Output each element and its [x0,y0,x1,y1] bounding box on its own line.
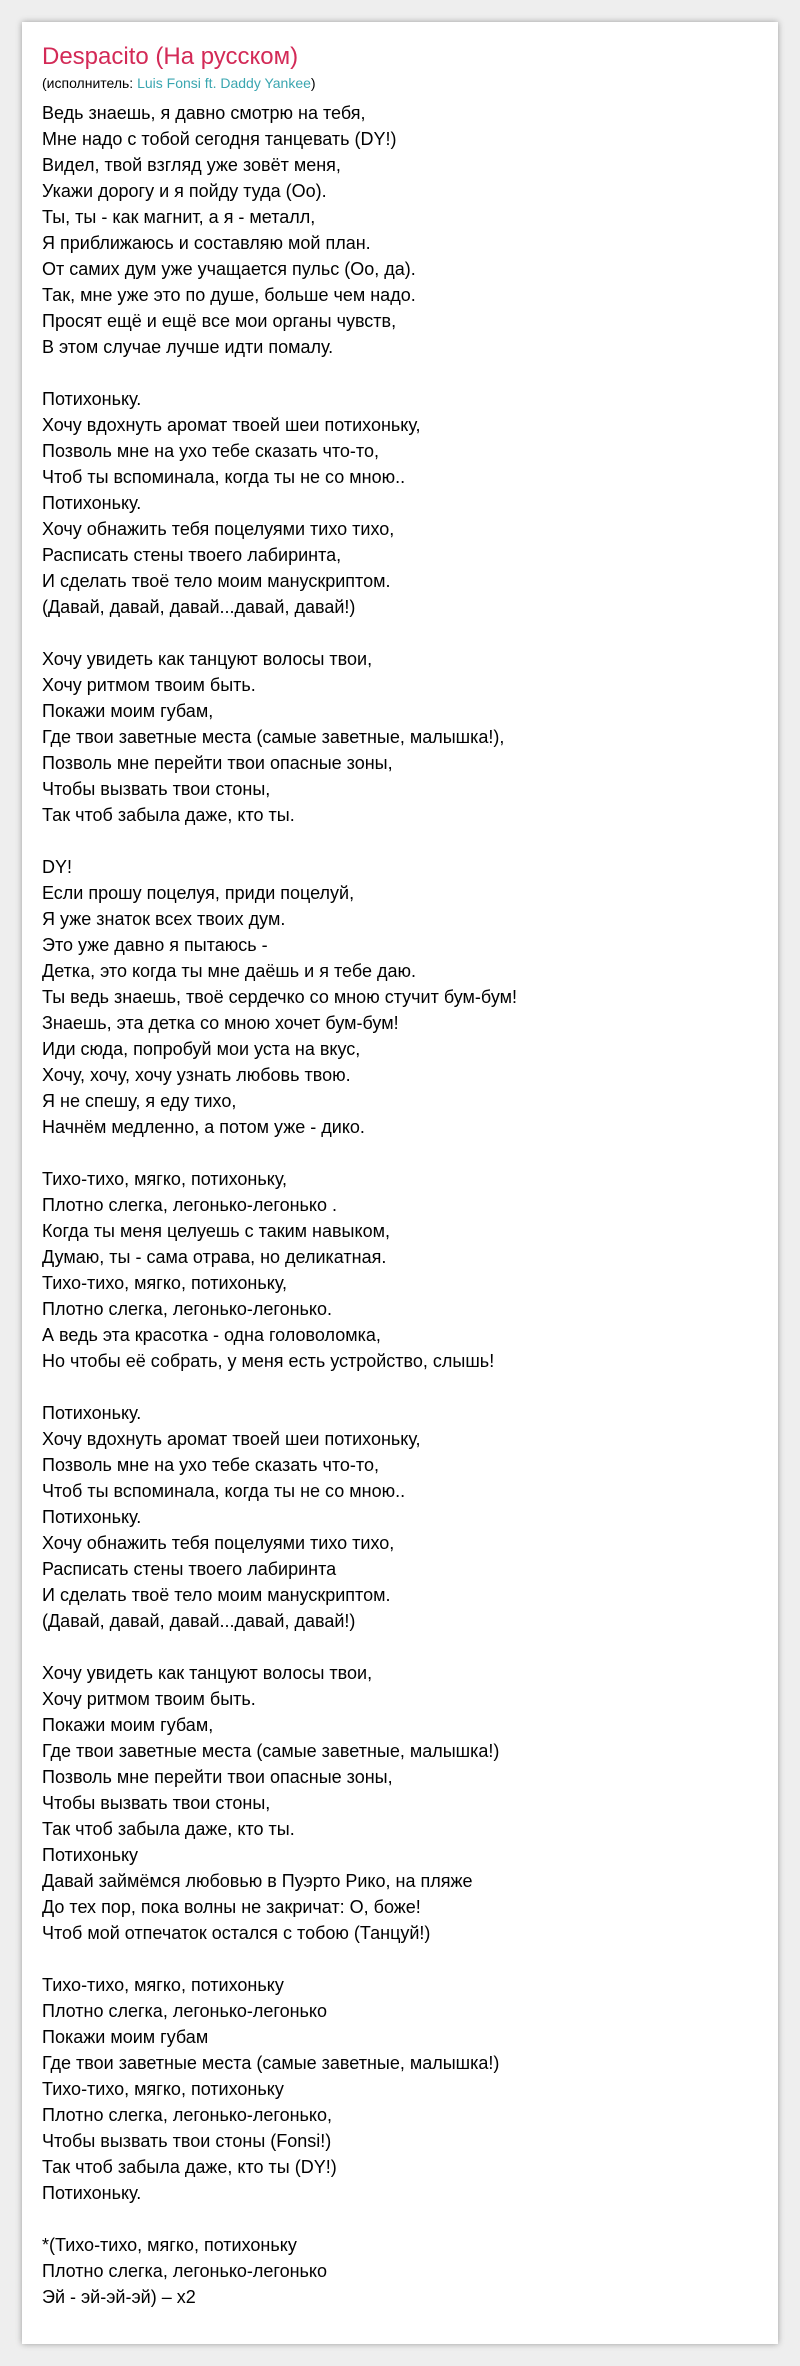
lyric-line: Ты ведь знаешь, твоё сердечко со мною стучит бум-бум! [42,987,517,1007]
lyric-line: Хочу ритмом твоим быть. [42,675,256,695]
lyric-line: Я уже знаток всех твоих дум. [42,909,286,929]
lyric-line: Чтобы вызвать твои стоны, [42,779,271,799]
lyric-line: Так чтоб забыла даже, кто ты. [42,805,295,825]
lyric-line: Ведь знаешь, я давно смотрю на тебя, [42,103,366,123]
lyric-line: И сделать твоё тело моим манускриптом. [42,1585,391,1605]
lyric-line: Думаю, ты - сама отрава, но деликатная. [42,1247,387,1267]
lyric-line: Это уже давно я пытаюсь - [42,935,268,955]
lyric-line: Так чтоб забыла даже, кто ты (DY!) [42,2157,337,2177]
lyric-line: Потихоньку. [42,1403,142,1423]
lyric-line: Так чтоб забыла даже, кто ты. [42,1819,295,1839]
lyric-line: Расписать стены твоего лабиринта, [42,545,342,565]
lyric-line: От самих дум уже учащается пульс (Оо, да). [42,259,416,279]
lyric-line: Так, мне уже это по душе, больше чем надо. [42,285,416,305]
lyric-line: Если прошу поцелуя, приди поцелуй, [42,883,355,903]
lyric-line: Потихоньку. [42,2183,142,2203]
lyric-line: Потихоньку. [42,493,142,513]
lyric-line: Плотно слегка, легонько-легонько [42,2001,328,2021]
stanza-break [42,620,758,646]
artist-suffix: ) [310,75,316,91]
lyric-line: Покажи моим губам, [42,701,214,721]
song-title: Despacito (На русском) [42,43,299,70]
lyric-line: Знаешь, эта детка со мною хочет бум-бум! [42,1013,399,1033]
lyric-line: Тихо-тихо, мягко, потихоньку [42,1975,284,1995]
lyric-line: Чтоб ты вспоминала, когда ты не со мною.. [42,1481,406,1501]
lyric-line: Тихо-тихо, мягко, потихоньку, [42,1169,288,1189]
artist-line [42,72,758,94]
lyric-line: Хочу увидеть как танцуют волосы твои, [42,1663,373,1683]
stanza-break [42,1634,758,1660]
lyric-line: Потихоньку. [42,389,142,409]
lyric-line: Хочу, хочу, хочу узнать любовь твою. [42,1065,351,1085]
lyric-line: Но чтобы её собрать, у меня есть устройство, слышь! [42,1351,495,1371]
lyric-line: Чтобы вызвать твои стоны (Fonsi!) [42,2131,332,2151]
lyric-line: Плотно слегка, легонько-легонько, [42,2105,333,2125]
lyric-line: Тихо-тихо, мягко, потихоньку, [42,1273,288,1293]
lyric-line: Хочу ритмом твоим быть. [42,1689,256,1709]
stanza-break [42,828,758,854]
lyric-line: Начнём медленно, а потом уже - дико. [42,1117,365,1137]
lyric-line: Хочу увидеть как танцуют волосы твои, [42,649,373,669]
artist-prefix: (исполнитель: [42,75,138,91]
stanza-break [42,1140,758,1166]
lyric-line: Ты, ты - как магнит, а я - металл, [42,207,316,227]
lyric-line: Потихоньку [42,1845,139,1865]
stanza-break [42,1374,758,1400]
lyric-line: Мне надо с тобой сегодня танцевать (DY!) [42,129,397,149]
lyric-line: Видел, твой взгляд уже зовёт меня, [42,155,341,175]
lyric-line: Когда ты меня целуешь с таким навыком, [42,1221,390,1241]
lyric-line: И сделать твоё тело моим манускриптом. [42,571,391,591]
lyric-line: Расписать стены твоего лабиринта [42,1559,337,1579]
lyric-line: Где твои заветные места (самые заветные, малышка!) [42,2053,500,2073]
lyric-line: Где твои заветные места (самые заветные, малышка!) [42,1741,500,1761]
lyric-line: (Давай, давай, давай...давай, давай!) [42,1611,356,1631]
lyric-line: Покажи моим губам [42,2027,209,2047]
lyric-line: Хочу вдохнуть аромат твоей шеи потихоньку, [42,1429,421,1449]
lyric-line: Плотно слегка, легонько-легонько [42,2261,328,2281]
lyric-line: Позволь мне на ухо тебе сказать что-то, [42,1455,379,1475]
lyric-line: Хочу обнажить тебя поцелуями тихо тихо, [42,519,395,539]
lyric-line: Эй - эй-эй-эй) – x2 [42,2287,196,2307]
lyric-line: Давай займёмся любовью в Пуэрто Рико, на пляже [42,1871,473,1891]
stanza-break [42,360,758,386]
lyric-line: Иди сюда, попробуй мои уста на вкус, [42,1039,361,1059]
lyric-line: Позволь мне перейти твои опасные зоны, [42,753,393,773]
lyric-line: DY! [42,857,73,877]
lyric-line: Детка, это когда ты мне даёшь и я тебе даю. [42,961,416,981]
lyrics-card [22,22,778,2344]
lyric-line: Потихоньку. [42,1507,142,1527]
lyric-line: Где твои заветные места (самые заветные, малышка!), [42,727,505,747]
lyric-line: До тех пор, пока волны не закричат: О, боже! [42,1897,421,1917]
lyric-line: Чтобы вызвать твои стоны, [42,1793,271,1813]
lyric-line: (Давай, давай, давай...давай, давай!) [42,597,356,617]
lyric-line: *(Тихо-тихо, мягко, потихоньку [42,2235,297,2255]
lyric-line: Я не спешу, я еду тихо, [42,1091,237,1111]
lyrics-text [42,100,758,2310]
lyric-line: Плотно слегка, легонько-легонько. [42,1299,333,1319]
lyric-line: Укажи дорогу и я пойду туда (Оо). [42,181,327,201]
lyric-line: Тихо-тихо, мягко, потихоньку [42,2079,284,2099]
stanza-break [42,1946,758,1972]
stanza-break [42,2206,758,2232]
lyric-line: Чтоб ты вспоминала, когда ты не со мною.. [42,467,406,487]
lyric-line: Хочу вдохнуть аромат твоей шеи потихоньку, [42,415,421,435]
lyric-line: Хочу обнажить тебя поцелуями тихо тихо, [42,1533,395,1553]
artist-link[interactable]: Luis Fonsi ft. Daddy Yankee [137,75,311,91]
lyric-line: Позволь мне на ухо тебе сказать что-то, [42,441,379,461]
lyric-line: А ведь эта красотка - одна головоломка, [42,1325,381,1345]
lyric-line: Я приближаюсь и составляю мой план. [42,233,371,253]
lyric-line: Чтоб мой отпечаток остался с тобою (Танцуй!) [42,1923,431,1943]
lyric-line: Позволь мне перейти твои опасные зоны, [42,1767,393,1787]
lyric-line: Покажи моим губам, [42,1715,214,1735]
lyric-line: Плотно слегка, легонько-легонько . [42,1195,338,1215]
lyric-line: В этом случае лучше идти помалу. [42,337,334,357]
lyric-line: Просят ещё и ещё все мои органы чувств, [42,311,397,331]
